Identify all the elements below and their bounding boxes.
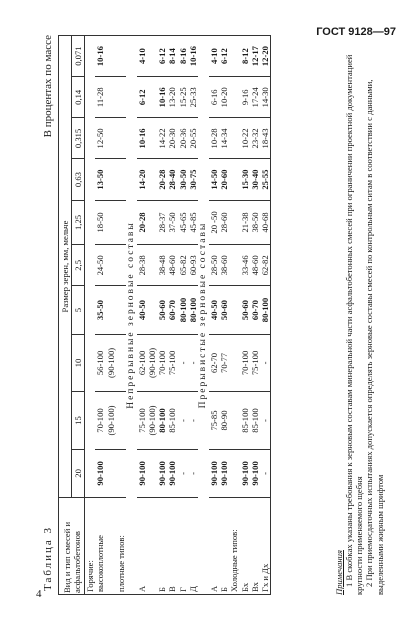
table-cell: 6-12 bbox=[219, 36, 229, 77]
table-cell: - bbox=[178, 334, 188, 392]
table-cell: 80-100 bbox=[178, 286, 188, 334]
table-cell: 28-60 bbox=[219, 200, 229, 245]
table-cell: 28-37 bbox=[157, 200, 167, 245]
table-body bbox=[85, 36, 271, 595]
table-cell: 85-100 bbox=[250, 392, 260, 450]
hot-label: Горячие: bbox=[85, 498, 96, 595]
table-cell: 14-22 bbox=[157, 118, 167, 159]
table-cell: 10-16 bbox=[137, 118, 157, 159]
row-label: Г bbox=[178, 498, 188, 595]
table-row bbox=[178, 36, 188, 595]
table-cell: 75-100 (90-100) bbox=[137, 392, 157, 450]
size-head-cell: 1,25 bbox=[72, 200, 85, 245]
table-cell: 13-20 bbox=[167, 77, 177, 118]
table-cell: 60-70 bbox=[167, 286, 177, 334]
table-cell: 75-85 bbox=[209, 392, 219, 450]
table-cell: 14-30 bbox=[260, 77, 271, 118]
table-cell: 20-55 bbox=[188, 118, 198, 159]
table-cell: 90-100 bbox=[95, 449, 115, 497]
column-head-type: Вид и тип смесей и асфальтобетонов bbox=[59, 498, 85, 595]
table-cell: 18-43 bbox=[260, 118, 271, 159]
table-cell: 70-100 bbox=[157, 334, 167, 392]
table-cell: - bbox=[260, 449, 271, 497]
table-cell: 28-40 bbox=[167, 159, 177, 200]
table-title: Таблица 3 bbox=[42, 525, 54, 591]
table-cell: 10-28 bbox=[209, 118, 219, 159]
table-cell: 20-60 bbox=[219, 159, 229, 200]
grain-composition-table bbox=[58, 35, 271, 595]
notes-heading: Примечания bbox=[334, 550, 344, 595]
table-cell: 85-100 bbox=[167, 392, 177, 450]
table-cell: 80-100 bbox=[157, 392, 167, 450]
table-cell: 35-50 bbox=[95, 286, 115, 334]
table-cell: 10-20 bbox=[219, 77, 229, 118]
size-head-cell: 15 bbox=[72, 392, 85, 450]
table-row bbox=[137, 36, 157, 595]
note-2: 2 При приемосдаточных испытаниях допускается определять зерновые составы смесей по контрольным ситам в соответствии с данными, выделенными жирным шрифтом bbox=[364, 79, 385, 595]
table-cell: 12-20 bbox=[260, 36, 271, 77]
table-cell bbox=[229, 77, 239, 118]
table-cell bbox=[116, 118, 126, 159]
table-cell: 4-10 bbox=[209, 36, 219, 77]
table-cell: 9-16 bbox=[240, 77, 250, 118]
table-cell bbox=[116, 159, 126, 200]
row-label: Гх и Дх bbox=[260, 498, 271, 595]
table-cell: - bbox=[178, 392, 188, 450]
table-cell bbox=[229, 200, 239, 245]
table-cell: 90-100 bbox=[137, 449, 157, 497]
table-cell: 14-34 bbox=[219, 118, 229, 159]
table-cell: 20 -50 bbox=[209, 200, 219, 245]
table-cell: 30-40 bbox=[250, 159, 260, 200]
table-row bbox=[95, 36, 115, 595]
table-cell bbox=[116, 449, 126, 497]
table-cell: 60-70 bbox=[250, 286, 260, 334]
table-cell: 62-70 bbox=[209, 334, 219, 392]
table-cell: 70-77 bbox=[219, 334, 229, 392]
row-label: А bbox=[137, 498, 157, 595]
table-cell bbox=[229, 286, 239, 334]
section-heading: Прерывистые зерновые составы bbox=[198, 36, 209, 595]
table-cell: 48-60 bbox=[250, 245, 260, 286]
table-cell bbox=[229, 118, 239, 159]
table-cell: 18-50 bbox=[95, 200, 115, 245]
table-cell bbox=[229, 392, 239, 450]
table-cell: 6-16 bbox=[209, 77, 219, 118]
table-cell: 20-30 bbox=[167, 118, 177, 159]
table-cell: 90-100 bbox=[250, 449, 260, 497]
size-head-cell: 10 bbox=[72, 334, 85, 392]
table-cell: - bbox=[188, 449, 198, 497]
table-cell: 12-17 bbox=[250, 36, 260, 77]
table-cell bbox=[116, 77, 126, 118]
table-cell bbox=[229, 36, 239, 77]
table-cell: 20-28 bbox=[157, 159, 167, 200]
table-cell: 8-14 bbox=[167, 36, 177, 77]
size-head-cell: 0,63 bbox=[72, 159, 85, 200]
table-cell: 70-100 bbox=[240, 334, 250, 392]
table-cell: 70-100 (90-100) bbox=[95, 392, 115, 450]
table-cell: 75-100 bbox=[167, 334, 177, 392]
table-cell: 24-50 bbox=[95, 245, 115, 286]
size-head-cell: 0,071 bbox=[72, 36, 85, 77]
table-cell bbox=[116, 36, 126, 77]
table-cell: 65-82 bbox=[178, 245, 188, 286]
table-cell bbox=[116, 286, 126, 334]
table-cell: 33-46 bbox=[240, 245, 250, 286]
table-cell: 90-100 bbox=[240, 449, 250, 497]
table-cell: 10-16 bbox=[157, 77, 167, 118]
table-cell: - bbox=[260, 392, 271, 450]
table-cell: 4-10 bbox=[137, 36, 157, 77]
table-cell: 45-65 bbox=[178, 200, 188, 245]
row-label: Д bbox=[188, 498, 198, 595]
row-label: Вх bbox=[250, 498, 260, 595]
table-cell: 75-100 bbox=[250, 334, 260, 392]
size-head-cell: 0,315 bbox=[72, 118, 85, 159]
table-cell bbox=[116, 200, 126, 245]
row-label: Б bbox=[219, 498, 229, 595]
note-1: 1 В скобках указаны требования к зерновым составам минеральной части асфальтобетонных смесей при ограничении проектной документацией крупности применяемого щебня bbox=[344, 54, 365, 595]
table-row bbox=[240, 36, 250, 595]
table-cell: 12-50 bbox=[95, 118, 115, 159]
table-cell: 20-36 bbox=[178, 118, 188, 159]
table-cell: 48-60 bbox=[167, 245, 177, 286]
size-head-cell: 2,5 bbox=[72, 245, 85, 286]
size-head-cell: 0,14 bbox=[72, 77, 85, 118]
table-cell: - bbox=[188, 334, 198, 392]
row-label: В bbox=[167, 498, 177, 595]
table-cell: 6-12 bbox=[137, 77, 157, 118]
table-cell: 38-50 bbox=[250, 200, 260, 245]
table-cell: 45-85 bbox=[188, 200, 198, 245]
table-cell: 21-38 bbox=[240, 200, 250, 245]
table-cell: 8-16 bbox=[178, 36, 188, 77]
table-cell: 25-55 bbox=[260, 159, 271, 200]
table-cell: 11-28 bbox=[95, 77, 115, 118]
table-cell: 15-25 bbox=[178, 77, 188, 118]
table-cell: 50-60 bbox=[157, 286, 167, 334]
table-cell: 90-100 bbox=[219, 449, 229, 497]
table-cell: 38-48 bbox=[157, 245, 167, 286]
size-head-cell: 20 bbox=[72, 449, 85, 497]
table-cell: 90-100 bbox=[167, 449, 177, 497]
table-cell: 40-68 bbox=[260, 200, 271, 245]
table-row bbox=[167, 36, 177, 595]
table-row bbox=[157, 36, 167, 595]
table-cell: 13-50 bbox=[95, 159, 115, 200]
table-cell: 50-60 bbox=[240, 286, 250, 334]
row-label: высокоплотные bbox=[95, 498, 115, 595]
table-cell bbox=[229, 449, 239, 497]
table-cell: 40-50 bbox=[137, 286, 157, 334]
table-cell: 80-100 bbox=[260, 286, 271, 334]
table-row bbox=[116, 36, 126, 595]
table-cell: 10-16 bbox=[95, 36, 115, 77]
table-cell: 40-50 bbox=[209, 286, 219, 334]
table-cell: 80-100 bbox=[188, 286, 198, 334]
table-cell: - bbox=[260, 334, 271, 392]
table-cell: 10-22 bbox=[240, 118, 250, 159]
size-head-cell: 5 bbox=[72, 286, 85, 334]
table-cell: 37-50 bbox=[167, 200, 177, 245]
table-cell bbox=[116, 245, 126, 286]
table-cell: 50-60 bbox=[219, 286, 229, 334]
notes bbox=[334, 35, 385, 595]
table-cell: 14-50 bbox=[209, 159, 219, 200]
table-cell bbox=[229, 334, 239, 392]
table-cell: 90-100 bbox=[209, 449, 219, 497]
table-cell: 30-50 bbox=[178, 159, 188, 200]
table-cell: - bbox=[178, 449, 188, 497]
table-cell: 10-16 bbox=[188, 36, 198, 77]
table-cell: 28-50 bbox=[209, 245, 219, 286]
row-label: Холодные типов: bbox=[229, 498, 239, 595]
table-cell: 30-75 bbox=[188, 159, 198, 200]
table-cell: 14-20 bbox=[137, 159, 157, 200]
table-cell: 90-100 bbox=[157, 449, 167, 497]
table-cell: 85-100 bbox=[240, 392, 250, 450]
page-number: 4 bbox=[36, 588, 42, 600]
table-cell: 23-32 bbox=[250, 118, 260, 159]
table-cell bbox=[116, 392, 126, 450]
row-label: Б bbox=[157, 498, 167, 595]
table-cell bbox=[229, 245, 239, 286]
table-cell: 56-100 (90-100) bbox=[95, 334, 115, 392]
table-row bbox=[229, 36, 239, 595]
table-row bbox=[250, 36, 260, 595]
table-row bbox=[188, 36, 198, 595]
row-label: плотные типов: bbox=[116, 498, 126, 595]
table-cell: 60-93 bbox=[188, 245, 198, 286]
table-row bbox=[260, 36, 271, 595]
section-heading: Непрерывные зерновые составы bbox=[126, 36, 137, 595]
table-row bbox=[219, 36, 229, 595]
document-code: ГОСТ 9128—97 bbox=[316, 26, 396, 38]
rotated-table-block bbox=[42, 35, 384, 595]
table-cell: 17-24 bbox=[250, 77, 260, 118]
table-cell: 28-38 bbox=[137, 245, 157, 286]
table-cell: 8-12 bbox=[240, 36, 250, 77]
table-cell: 80-90 bbox=[219, 392, 229, 450]
table-units: В процентах по массе bbox=[42, 35, 54, 138]
table-row bbox=[209, 36, 219, 595]
table-cell bbox=[229, 159, 239, 200]
table-cell: 62-100 (90-100) bbox=[137, 334, 157, 392]
size-head: Размер зерен, мм, мельче bbox=[59, 36, 72, 498]
table-cell: 25-33 bbox=[188, 77, 198, 118]
table-cell: 15-30 bbox=[240, 159, 250, 200]
table-cell bbox=[116, 334, 126, 392]
table-cell: 38-60 bbox=[219, 245, 229, 286]
table-cell: 20-28 bbox=[137, 200, 157, 245]
row-label: Бх bbox=[240, 498, 250, 595]
table-cell: 6-12 bbox=[157, 36, 167, 77]
table-cell: 62-82 bbox=[260, 245, 271, 286]
row-label: А bbox=[209, 498, 219, 595]
table-cell: - bbox=[188, 392, 198, 450]
